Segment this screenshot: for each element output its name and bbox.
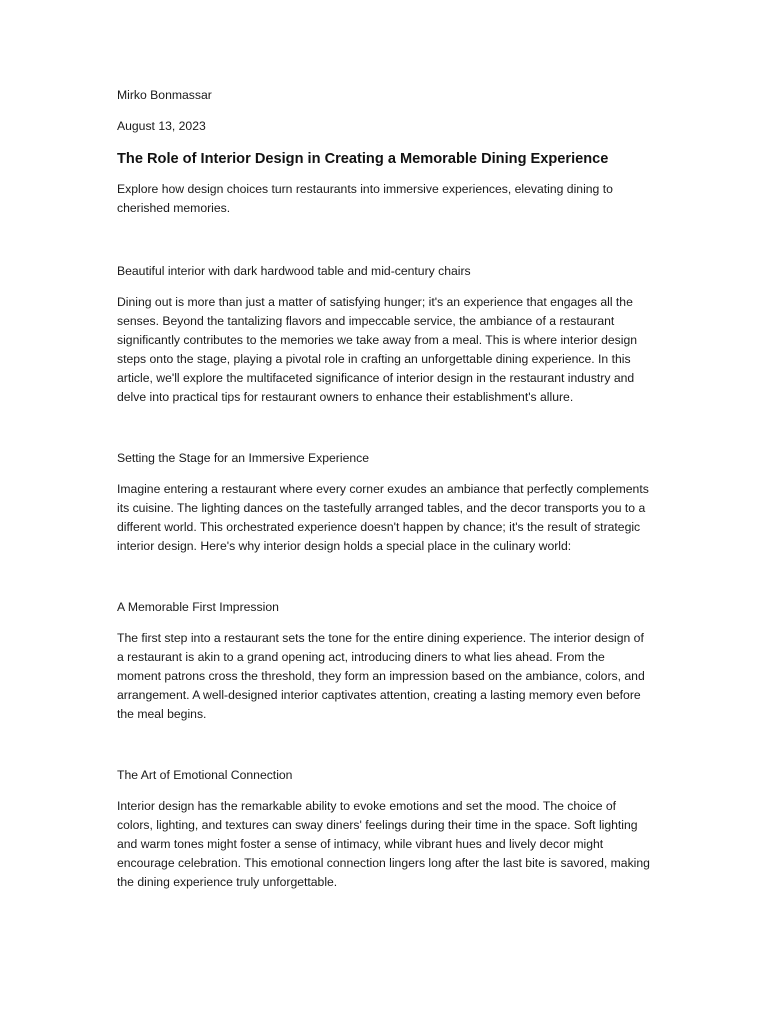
publish-date: August 13, 2023 — [117, 119, 206, 133]
section-first-impression — [117, 598, 652, 724]
section-paragraph: Interior design has the remarkable ability to evoke emotions and set the mood. The choice of colors, lighting, and textures can sway diners' feelings during their time in the space. Soft lighting and warm tones might foster a sense of intimacy, while vibrant hues and lively decor might encourage celebration. This emotional connection lingers long after the last bite is savored, making the dining experience truly unforgettable. — [117, 799, 650, 889]
article-title: The Role of Interior Design in Creating a Memorable Dining Experience — [117, 151, 609, 167]
section-heading: A Memorable First Impression — [117, 600, 279, 614]
image-caption-block — [117, 262, 652, 407]
section-heading: The Art of Emotional Connection — [117, 768, 293, 782]
intro-paragraph: Dining out is more than just a matter of satisfying hunger; it's an experience that engages all the senses. Beyond the tantalizing flavors and impeccable service, the ambiance of a restaurant significantly contributes to the memories we take away from a meal. This is where interior design steps onto the stage, playing a pivotal role in crafting an unforgettable dining experience. In this article, we'll explore the multifaceted significance of interior design in the restaurant industry and delve into practical tips for restaurant owners to enhance their establishment's allure. — [117, 295, 637, 404]
section-paragraph: Imagine entering a restaurant where every corner exudes an ambiance that perfectly complements its cuisine. The lighting dances on the tastefully arranged tables, and the decor transports you to a different world. This orchestrated experience doesn't happen by chance; it's the result of strategic interior design. Here's why interior design holds a special place in the culinary world: — [117, 482, 649, 553]
section-emotional-connection — [117, 766, 652, 892]
document-page — [117, 86, 652, 934]
section-paragraph: The first step into a restaurant sets the tone for the entire dining experience. The interior design of a restaurant is akin to a grand opening act, introducing diners to what lies ahead. From the moment patrons cross the threshold, they form an impression based on the ambiance, colors, and arrangement. A well-designed interior captivates attention, creating a lasting memory even before the meal begins. — [117, 631, 645, 721]
image-caption: Beautiful interior with dark hardwood table and mid-century chairs — [117, 264, 471, 278]
article-subtitle: Explore how design choices turn restaurants into immersive experiences, elevating dining to cherished memories. — [117, 182, 613, 215]
section-heading: Setting the Stage for an Immersive Experience — [117, 451, 370, 465]
author-name: Mirko Bonmassar — [117, 88, 212, 102]
section-setting-the-stage — [117, 449, 652, 556]
